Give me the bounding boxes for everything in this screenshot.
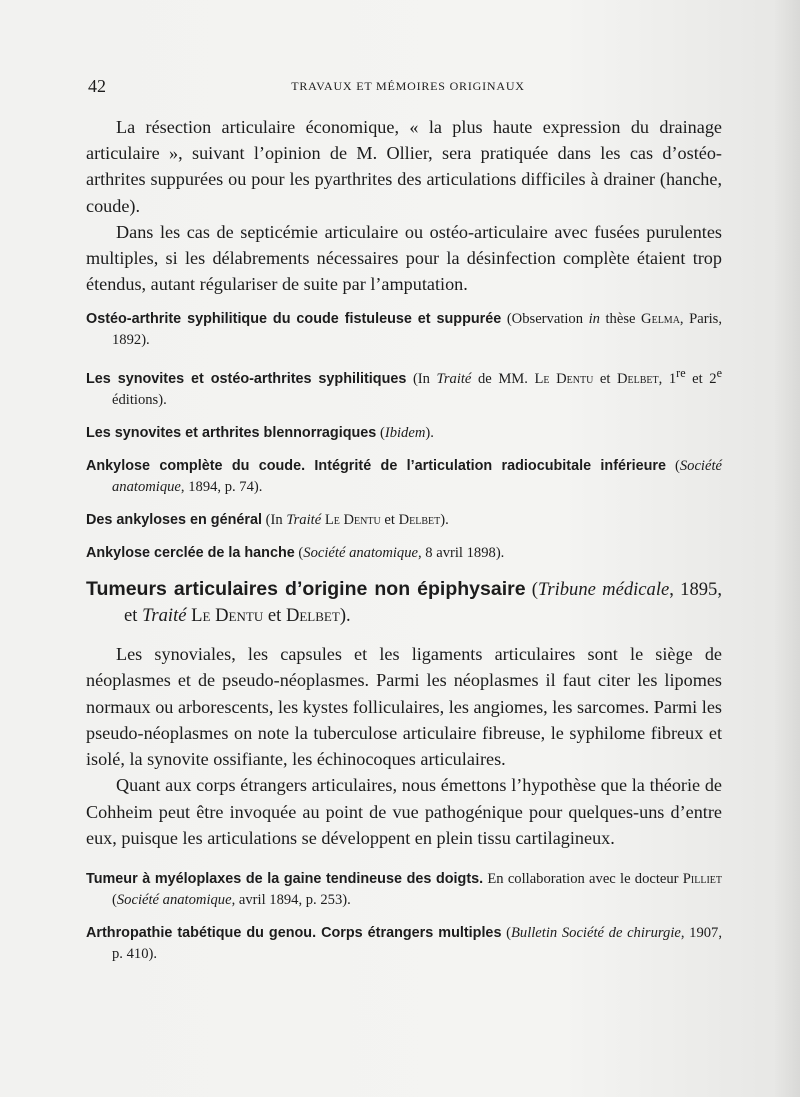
entry-ankyloses-general: Des ankyloses en général (In Traité Le Dentu et Delbet). <box>86 512 449 529</box>
entry-title: Ankylose complète du coude. Intégrité de l’articulation radiocubitale inférieure <box>86 458 667 475</box>
entry-title: Les synovites et arthrites blennorragiques <box>86 425 377 442</box>
paragraph-resection: La résection articulaire économique, « la plus haute expression du drainage articulaire », suivant l’opinion de M. Ollier, sera pratiquée dans les cas d’ostéo-arthrites suppurées ou pour les pyarthrites des articulations difficiles à drainer (hanche, coude). <box>86 117 722 216</box>
entry-title: Des ankyloses en général <box>86 512 262 529</box>
entry-arthropathie-tabetique: Arthropathie tabétique du genou. Corps étrangers multiples (Bulletin Société de chirurgie, 1907, p. 410). <box>86 924 723 962</box>
entry-title: Les synovites et ostéo-arthrites syphilitiques <box>86 371 407 388</box>
paragraph-synoviales: Les synoviales, les capsules et les ligaments articulaires sont le siège de néoplasmes et de pseudo-néoplasmes. Parmi les néoplasmes il faut citer les lipomes normaux ou arborescents, les kystes folliculaires, les angiomes, les sarcomes. Parmi les pseudo-néoplasmes on note la tuberculose articulaire fibreuse, le syphilome fibreux et isolé, la synovite ossifiante, les échinocoques articulaires. <box>86 644 722 770</box>
entry-ankylose-hanche: Ankylose cerclée de la hanche (Société anatomique, 8 avril 1898). <box>86 545 505 562</box>
paragraph-septicemie: Dans les cas de septicémie articulaire ou ostéo-articulaire avec fusées purulentes multiples, si les délabrements nécessaires pour la désinfection complète étaient trop étendus, autant régulariser de suite par l’amputation. <box>86 221 722 295</box>
entry-title: Arthropathie tabétique du genou. Corps étrangers multiples <box>86 924 502 941</box>
page-gutter-shadow <box>774 0 800 1097</box>
entry-title: Tumeur à myéloplaxes de la gaine tendineuse des doigts. <box>86 870 484 887</box>
running-title: TRAVAUX ET MÉMOIRES ORIGINAUX <box>291 79 525 93</box>
entry-title: Tumeurs articulaires d’origine non épiphysaire <box>86 578 526 601</box>
entry-osteo-arthrite-coude: Ostéo-arthrite syphilitique du coude fistuleuse et suppurée (Observation in thèse Gelma, Paris, 1892). <box>86 311 722 349</box>
page-header <box>88 76 728 98</box>
entry-tumeurs-articulaires: Tumeurs articulaires d’origine non épiphysaire (Tribune médicale, 1895, et Traité Le Dentu et Delbet). <box>86 578 722 627</box>
page-body <box>86 114 722 965</box>
entry-synovites-syphilitiques: Les synovites et ostéo-arthrites syphilitiques (In Traité de MM. Le Dentu et Delbet, 1re et 2e éditions). <box>86 366 722 409</box>
entry-tumeur-myeloplaxes: Tumeur à myéloplaxes de la gaine tendineuse des doigts. En collaboration avec le docteur Pilliet (Société anatomique, avril 1894, p. 253). <box>86 870 723 908</box>
entry-title: Ostéo-arthrite syphilitique du coude fistuleuse et suppurée <box>86 311 502 328</box>
entry-synovites-blennorragiques: Les synovites et arthrites blennorragiques (Ibidem). <box>86 425 434 442</box>
entry-title: Ankylose cerclée de la hanche <box>86 545 295 562</box>
paragraph-corps-etrangers: Quant aux corps étrangers articulaires, nous émettons l’hypothèse que la théorie de Cohheim peut être invoquée au point de vue pathogénique pour quelques-uns d’entre eux, puisque les articulations se développent en plein tissu cartilagineux. <box>86 775 722 848</box>
page-number: 42 <box>88 76 106 96</box>
entry-ankylose-coude: Ankylose complète du coude. Intégrité de l’articulation radiocubitale inférieure (Société anatomique, 1894, p. 74). <box>86 458 722 496</box>
